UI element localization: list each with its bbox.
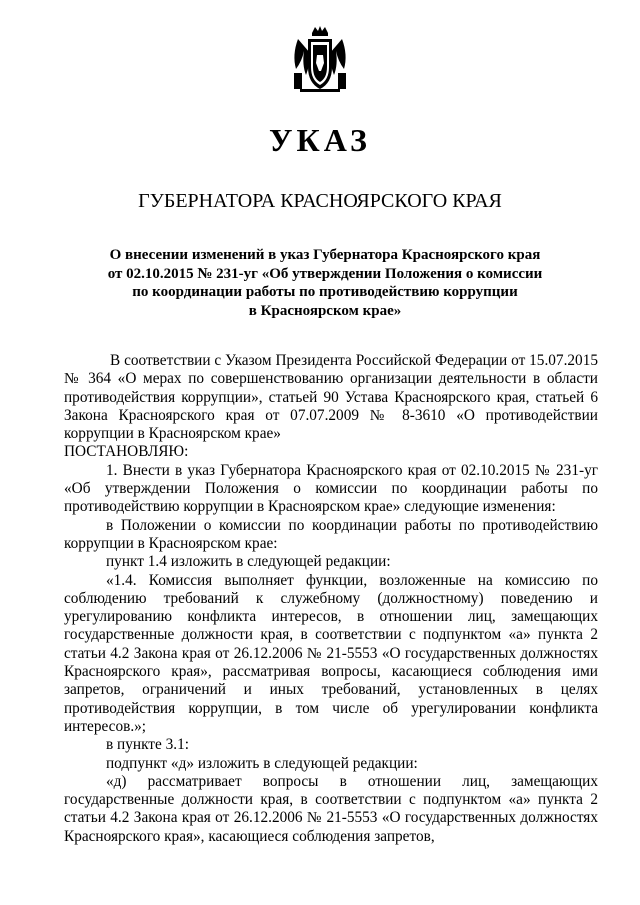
preamble-paragraph: В соответствии с Указом Президента Российской Федерации от 15.07.2015 № 364 «О мерах по совершенствованию организации деятельности в области противодействия коррупции», статьей 90 Устава Красноярского края, статьей 6 Закона Красноярского края от 07.07.2009 № 8-3610 «О противодействии коррупции в Красноярском крае» (64, 352, 598, 443)
body-paragraph: в пункте 3.1: (106, 736, 189, 754)
issuer-line: ГУБЕРНАТОРА КРАСНОЯРСКОГО КРАЯ (138, 190, 502, 212)
resolution-word: ПОСТАНОВЛЯЮ: (64, 443, 189, 461)
heading-line: О внесении изменений в указ Губернатора Красноярского края (109, 247, 541, 263)
body-paragraph: «д) рассматривает вопросы в отношении лиц, замещающих государственные должности края, в соответствии с подпунктом «а» пункта 2 статьи 4.2 Закона края от 26.12.2006 № 21-5553 «О государственных должностях Красноярского края», касающиеся соблюдения запретов, (64, 772, 598, 845)
body-paragraph: в Положении о комиссии по координации работы по противодействию коррупции в Красноярском крае: (64, 516, 598, 552)
body-paragraph: подпункт «д» изложить в следующей редакции: (106, 754, 418, 772)
heading-line: по координации работы по противодействию коррупции (132, 284, 518, 300)
coat-of-arms-emblem (290, 25, 350, 95)
decree-heading (80, 246, 570, 320)
decree-body (64, 352, 598, 846)
body-paragraph: 1. Внести в указ Губернатора Красноярского края от 02.10.2015 № 231-уг «Об утверждении Положения о комиссии по координации работы по противодействию коррупции в Красноярском крае» следующие изменения: (64, 461, 598, 516)
heading-line: от 02.10.2015 № 231-уг «Об утверждении Положения о комиссии (107, 265, 543, 282)
document-title: УКАЗ (269, 122, 371, 158)
body-paragraph: «1.4. Комиссия выполняет функции, возложенные на комиссию по соблюдению требований к служебному (должностному) поведению и урегулированию конфликта интересов, в отношении лиц, замещающих государственные должности края, в соответствии с подпунктом «а» пункта 2 статьи 4.2 Закона края от 26.12.2006 № 21-5553 «О государственных должностях Красноярского края», рассматривая вопросы, касающиеся соблюдения ими запретов, ограничений и иных требований, установленных в целях противодействия коррупции, в том числе об урегулировании конфликта интересов.»; (64, 571, 598, 735)
body-paragraph: пункт 1.4 изложить в следующей редакции: (106, 553, 391, 571)
heading-line: в Красноярском крае» (248, 302, 402, 319)
